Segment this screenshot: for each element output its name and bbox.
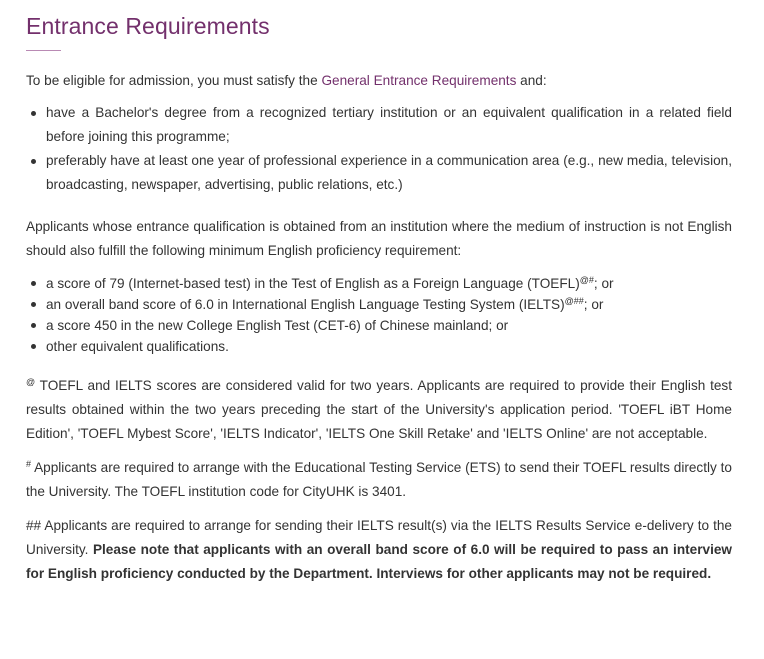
note-text: TOEFL and IELTS scores are considered valid for two years. Applicants are required to provide their English test results obtained within the two years preceding the start of the University's application period. 'TOEFL iBT Home Edition', 'TOEFL Mybest Score', 'IELTS Indicator', 'IELTS One Skill Retake' and 'IELTS Online' are not acceptable.: [26, 378, 732, 441]
list-item: [46, 101, 732, 149]
general-entrance-requirements-link[interactable]: General Entrance Requirements: [321, 73, 517, 88]
note-text: Applicants are required to arrange with the Educational Testing Service (ETS) to send their TOEFL results directly to the University. The TOEFL institution code for CityUHK is 3401.: [26, 460, 732, 499]
list-item: [46, 273, 732, 294]
title-underline: [26, 50, 61, 51]
intro-text: To be eligible for admission, you must satisfy the: [26, 73, 322, 88]
note-validity: [26, 374, 732, 446]
list-item-text: other equivalent qualifications.: [46, 339, 229, 354]
bullet-icon: [31, 281, 36, 286]
english-requirements-list: [26, 273, 732, 357]
list-item: [46, 315, 732, 336]
list-item-text: a score of 79 (Internet-based test) in the Test of English as a Foreign Language (TOEFL): [46, 276, 580, 291]
list-item-text: an overall band score of 6.0 in International English Language Testing System (IELTS): [46, 297, 565, 312]
bullet-icon: [31, 159, 36, 164]
note-toefl: [26, 456, 732, 504]
list-item-tail: ; or: [583, 297, 604, 312]
bullet-icon: [31, 323, 36, 328]
bullet-icon: [31, 344, 36, 349]
bullet-icon: [31, 302, 36, 307]
list-item: [46, 149, 732, 197]
page-title: Entrance Requirements: [26, 13, 270, 39]
footnote-marker: @##: [564, 296, 584, 306]
list-item-text: a score 450 in the new College English Test (CET-6) of Chinese mainland; or: [46, 318, 509, 333]
list-item-tail: ; or: [593, 276, 614, 291]
note-text: ## Applicants are required to arrange for sending their IELTS result(s) via the IELTS Results Service e-delivery to the University.: [26, 518, 732, 557]
note-bold-text: Please note that applicants with an overall band score of 6.0 will be required to pass an interview for English proficiency conducted by the Department. Interviews for other applicants may not be required.: [26, 542, 732, 581]
footnote-marker: @#: [579, 275, 594, 285]
list-item-text: preferably have at least one year of professional experience in a communication area (e.g., new media, television, broadcasting, newspaper, advertising, public relations, etc.): [46, 153, 732, 192]
requirements-list: [26, 101, 732, 197]
list-item: [46, 294, 732, 315]
english-requirement-intro: Applicants whose entrance qualification is obtained from an institution where the medium of instruction is not English should also fulfill the following minimum English proficiency requirement:: [26, 219, 732, 258]
footnote-marker: @: [26, 377, 36, 387]
bullet-icon: [31, 111, 36, 116]
list-item: [46, 336, 732, 357]
list-item-text: have a Bachelor's degree from a recognized tertiary institution or an equivalent qualification in a related field before joining this programme;: [46, 105, 732, 144]
intro-tail: and:: [516, 73, 547, 88]
intro-paragraph: [26, 69, 732, 93]
note-ielts: [26, 514, 732, 586]
footnote-marker: #: [26, 459, 32, 469]
